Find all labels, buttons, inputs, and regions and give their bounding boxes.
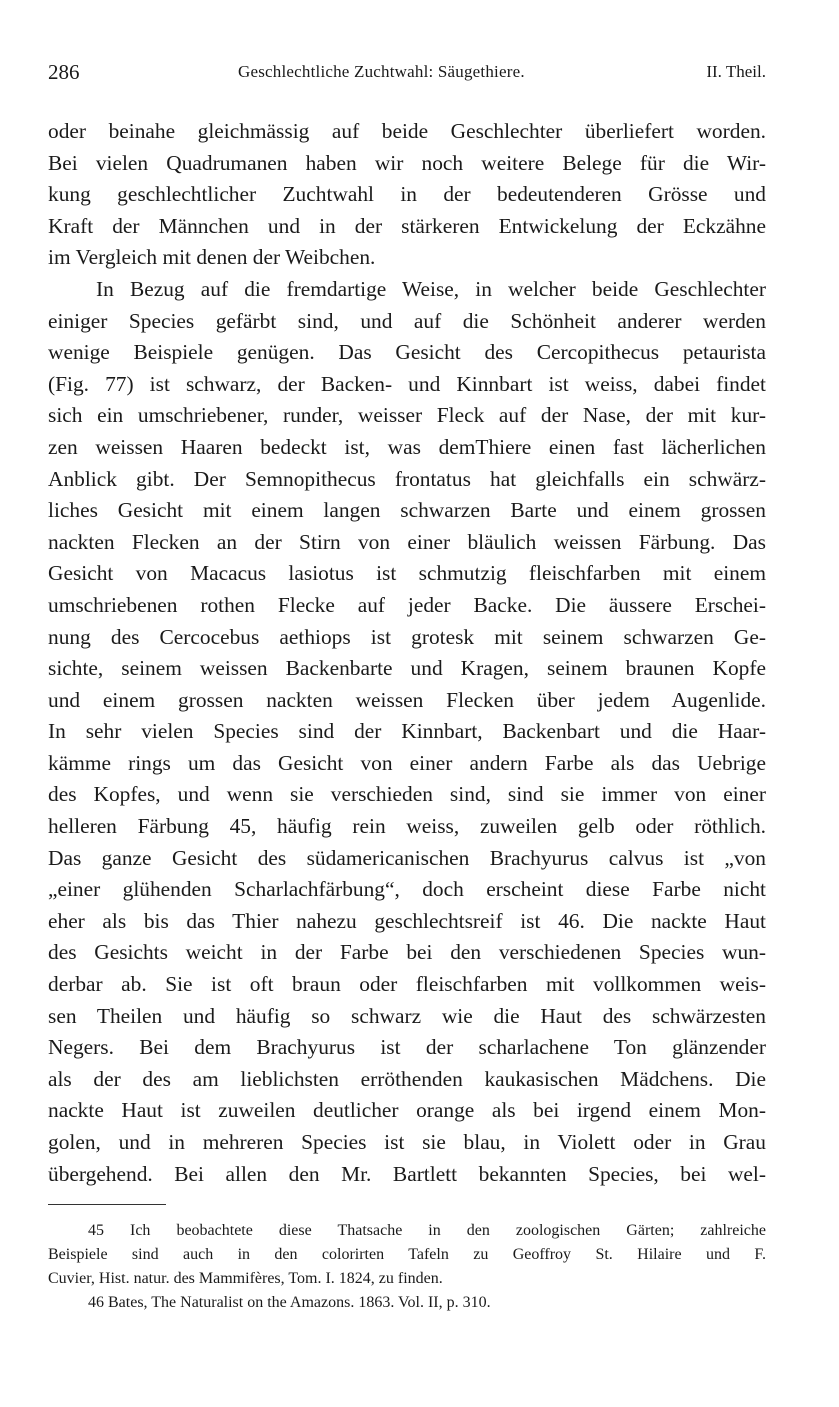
text-line: In Bezug auf die fremdartige Weise, in welcher beide Geschlechter bbox=[96, 276, 766, 301]
text-line: oder beinahe gleichmässig auf beide Geschlechter überliefert worden. bbox=[48, 119, 766, 143]
text-line: liches Gesicht mit einem langen schwarzen Barte und einem grossen bbox=[48, 498, 766, 523]
text-line: Gesicht von Macacus lasiotus ist schmutzig fleischfarben mit einem bbox=[48, 561, 766, 586]
footnote-line: Cuvier, Hist. natur. des Mammifères, Tom. I. 1824, zu finden. bbox=[48, 1270, 443, 1288]
page-header bbox=[48, 56, 766, 86]
text-line: In sehr vielen Species sind der Kinnbart, Backenbart und die Haar- bbox=[48, 719, 766, 744]
text-line: sichte, seinem weissen Backenbarte und Kragen, seinem braunen Kopfe bbox=[48, 656, 766, 681]
text-line: sich ein umschriebener, runder, weisser Fleck auf der Nase, der mit kur- bbox=[48, 403, 766, 428]
text-line: golen, und in mehreren Species ist sie blau, in Violett oder in Grau bbox=[48, 1130, 766, 1154]
text-line: umschriebenen rothen Flecke auf jeder Backe. Die äussere Erschei- bbox=[48, 592, 766, 617]
text-line: derbar ab. Sie ist oft braun oder fleischfarben mit vollkommen weis- bbox=[48, 972, 766, 997]
text-line: „einer glühenden Scharlachfärbung“, doch erscheint diese Farbe nicht bbox=[48, 877, 766, 902]
text-line: Anblick gibt. Der Semnopithecus frontatus hat gleichfalls ein schwärz- bbox=[48, 466, 766, 491]
text-line: Kraft der Männchen und in der stärkeren Entwickelung der Eckzähne bbox=[48, 213, 766, 238]
text-line: als der des am lieblichsten erröthenden kaukasischen Mädchens. Die bbox=[48, 1066, 766, 1091]
text-line: Bei vielen Quadrumanen haben wir noch weitere Belege für die Wir- bbox=[48, 150, 766, 175]
text-line: zen weissen Haaren bedeckt ist, was demThiere einen fast lächerlichen bbox=[48, 434, 766, 459]
text-line: (Fig. 77) ist schwarz, der Backen- und Kinnbart ist weiss, dabei findet bbox=[48, 371, 766, 396]
text-line: eher als bis das Thier nahezu geschlechtsreif ist 46. Die nackte Haut bbox=[48, 908, 766, 933]
page-number: 286 bbox=[48, 60, 80, 84]
text-line: helleren Färbung 45, häufig rein weiss, zuweilen gelb oder röthlich. bbox=[48, 814, 766, 839]
footnotes bbox=[48, 1219, 766, 1315]
text-line: kung geschlechtlicher Zuchtwahl in der bedeutenderen Grösse und bbox=[48, 182, 766, 207]
text-line: kämme rings um das Gesicht von einer andern Farbe als das Uebrige bbox=[48, 750, 766, 775]
text-line: Das ganze Gesicht des südamericanischen Brachyurus calvus ist „von bbox=[48, 845, 766, 870]
text-line: Negers. Bei dem Brachyurus ist der scharlachene Ton glänzender bbox=[48, 1035, 766, 1060]
book-page bbox=[48, 56, 766, 1315]
footnote-line: 46 Bates, The Naturalist on the Amazons. 1863. Vol. II, p. 310. bbox=[88, 1294, 491, 1312]
text-line: im Vergleich mit denen der Weibchen. bbox=[48, 245, 376, 270]
text-line: nackte Haut ist zuweilen deutlicher orange als bei irgend einem Mon- bbox=[48, 1098, 766, 1123]
text-line: des Gesichts weicht in der Farbe bei den verschiedenen Species wun- bbox=[48, 940, 766, 965]
text-line: sen Theilen und häufig so schwarz wie die Haut des schwärzesten bbox=[48, 1003, 766, 1028]
footnote-separator bbox=[48, 1204, 166, 1205]
body-text bbox=[48, 116, 766, 1190]
text-line: des Kopfes, und wenn sie verschieden sind, sind sie immer von einer bbox=[48, 782, 766, 807]
text-line: wenige Beispiele genügen. Das Gesicht des Cercopithecus petaurista bbox=[48, 340, 766, 365]
footnote-line: 45 Ich beobachtete diese Thatsache in den zoologischen Gärten; zahlreiche bbox=[88, 1222, 766, 1240]
text-line: übergehend. Bei allen den Mr. Bartlett bekannten Species, bei wel- bbox=[48, 1161, 766, 1186]
text-line: nackten Flecken an der Stirn von einer bläulich weissen Färbung. Das bbox=[48, 529, 766, 554]
part-label: II. Theil. bbox=[706, 62, 766, 81]
text-line: nung des Cercocebus aethiops ist grotesk mit seinem schwarzen Ge- bbox=[48, 624, 766, 649]
text-line: einiger Species gefärbt sind, und auf die Schönheit anderer werden bbox=[48, 308, 766, 333]
running-title: Geschlechtliche Zuchtwahl: Säugethiere. bbox=[238, 62, 525, 81]
text-line: und einem grossen nackten weissen Flecken über jedem Augenlide. bbox=[48, 687, 766, 712]
footnote-line: Beispiele sind auch in den colorirten Tafeln zu Geoffroy St. Hilaire und F. bbox=[48, 1246, 766, 1264]
